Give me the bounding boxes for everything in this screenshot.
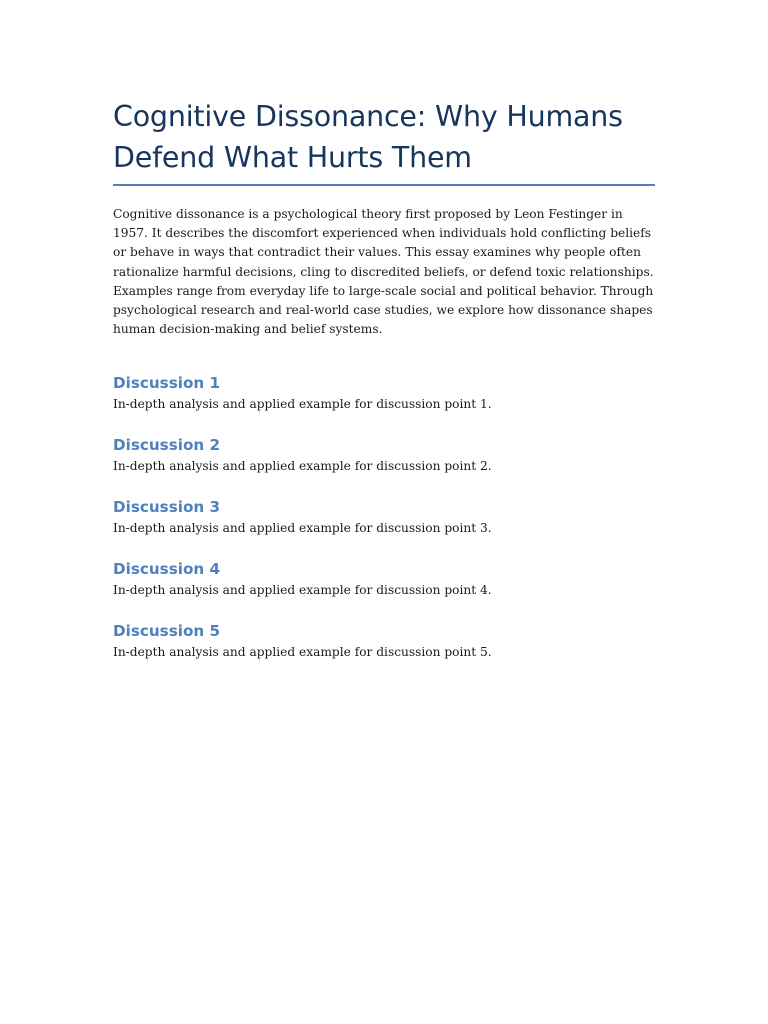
discussion-section-2	[113, 435, 655, 475]
document-page	[113, 96, 655, 683]
discussion-section-5	[113, 621, 655, 661]
section-heading: Discussion 2	[113, 436, 221, 455]
discussion-section-1	[113, 373, 655, 413]
intro-paragraph: Cognitive dissonance is a psychological theory first proposed by Leon Festinger in 1957. It describes the discomfort experienced when individuals hold conflicting beliefs or behave in ways that contradict their values. This essay examines why people often rationalize harmful decisions, cling to discredited beliefs, or defend toxic relationships. Examples range from everyday life to large-scale social and political behavior. Through psychological research and real-world case studies, we explore how dissonance shapes human decision-making and belief systems.	[113, 207, 654, 337]
section-heading: Discussion 5	[113, 622, 221, 641]
title-underline	[113, 184, 655, 186]
document-title: Cognitive Dissonance: Why Humans Defend What Hurts Them	[113, 100, 623, 174]
section-body: In-depth analysis and applied example for discussion point 4.	[113, 583, 492, 598]
section-body: In-depth analysis and applied example for discussion point 5.	[113, 645, 492, 660]
section-body: In-depth analysis and applied example for discussion point 3.	[113, 521, 492, 536]
section-heading: Discussion 1	[113, 374, 221, 393]
discussion-section-4	[113, 559, 655, 599]
section-heading: Discussion 3	[113, 498, 221, 517]
section-heading: Discussion 4	[113, 560, 221, 579]
discussion-section-3	[113, 497, 655, 537]
section-body: In-depth analysis and applied example for discussion point 2.	[113, 459, 492, 474]
section-body: In-depth analysis and applied example for discussion point 1.	[113, 397, 492, 412]
